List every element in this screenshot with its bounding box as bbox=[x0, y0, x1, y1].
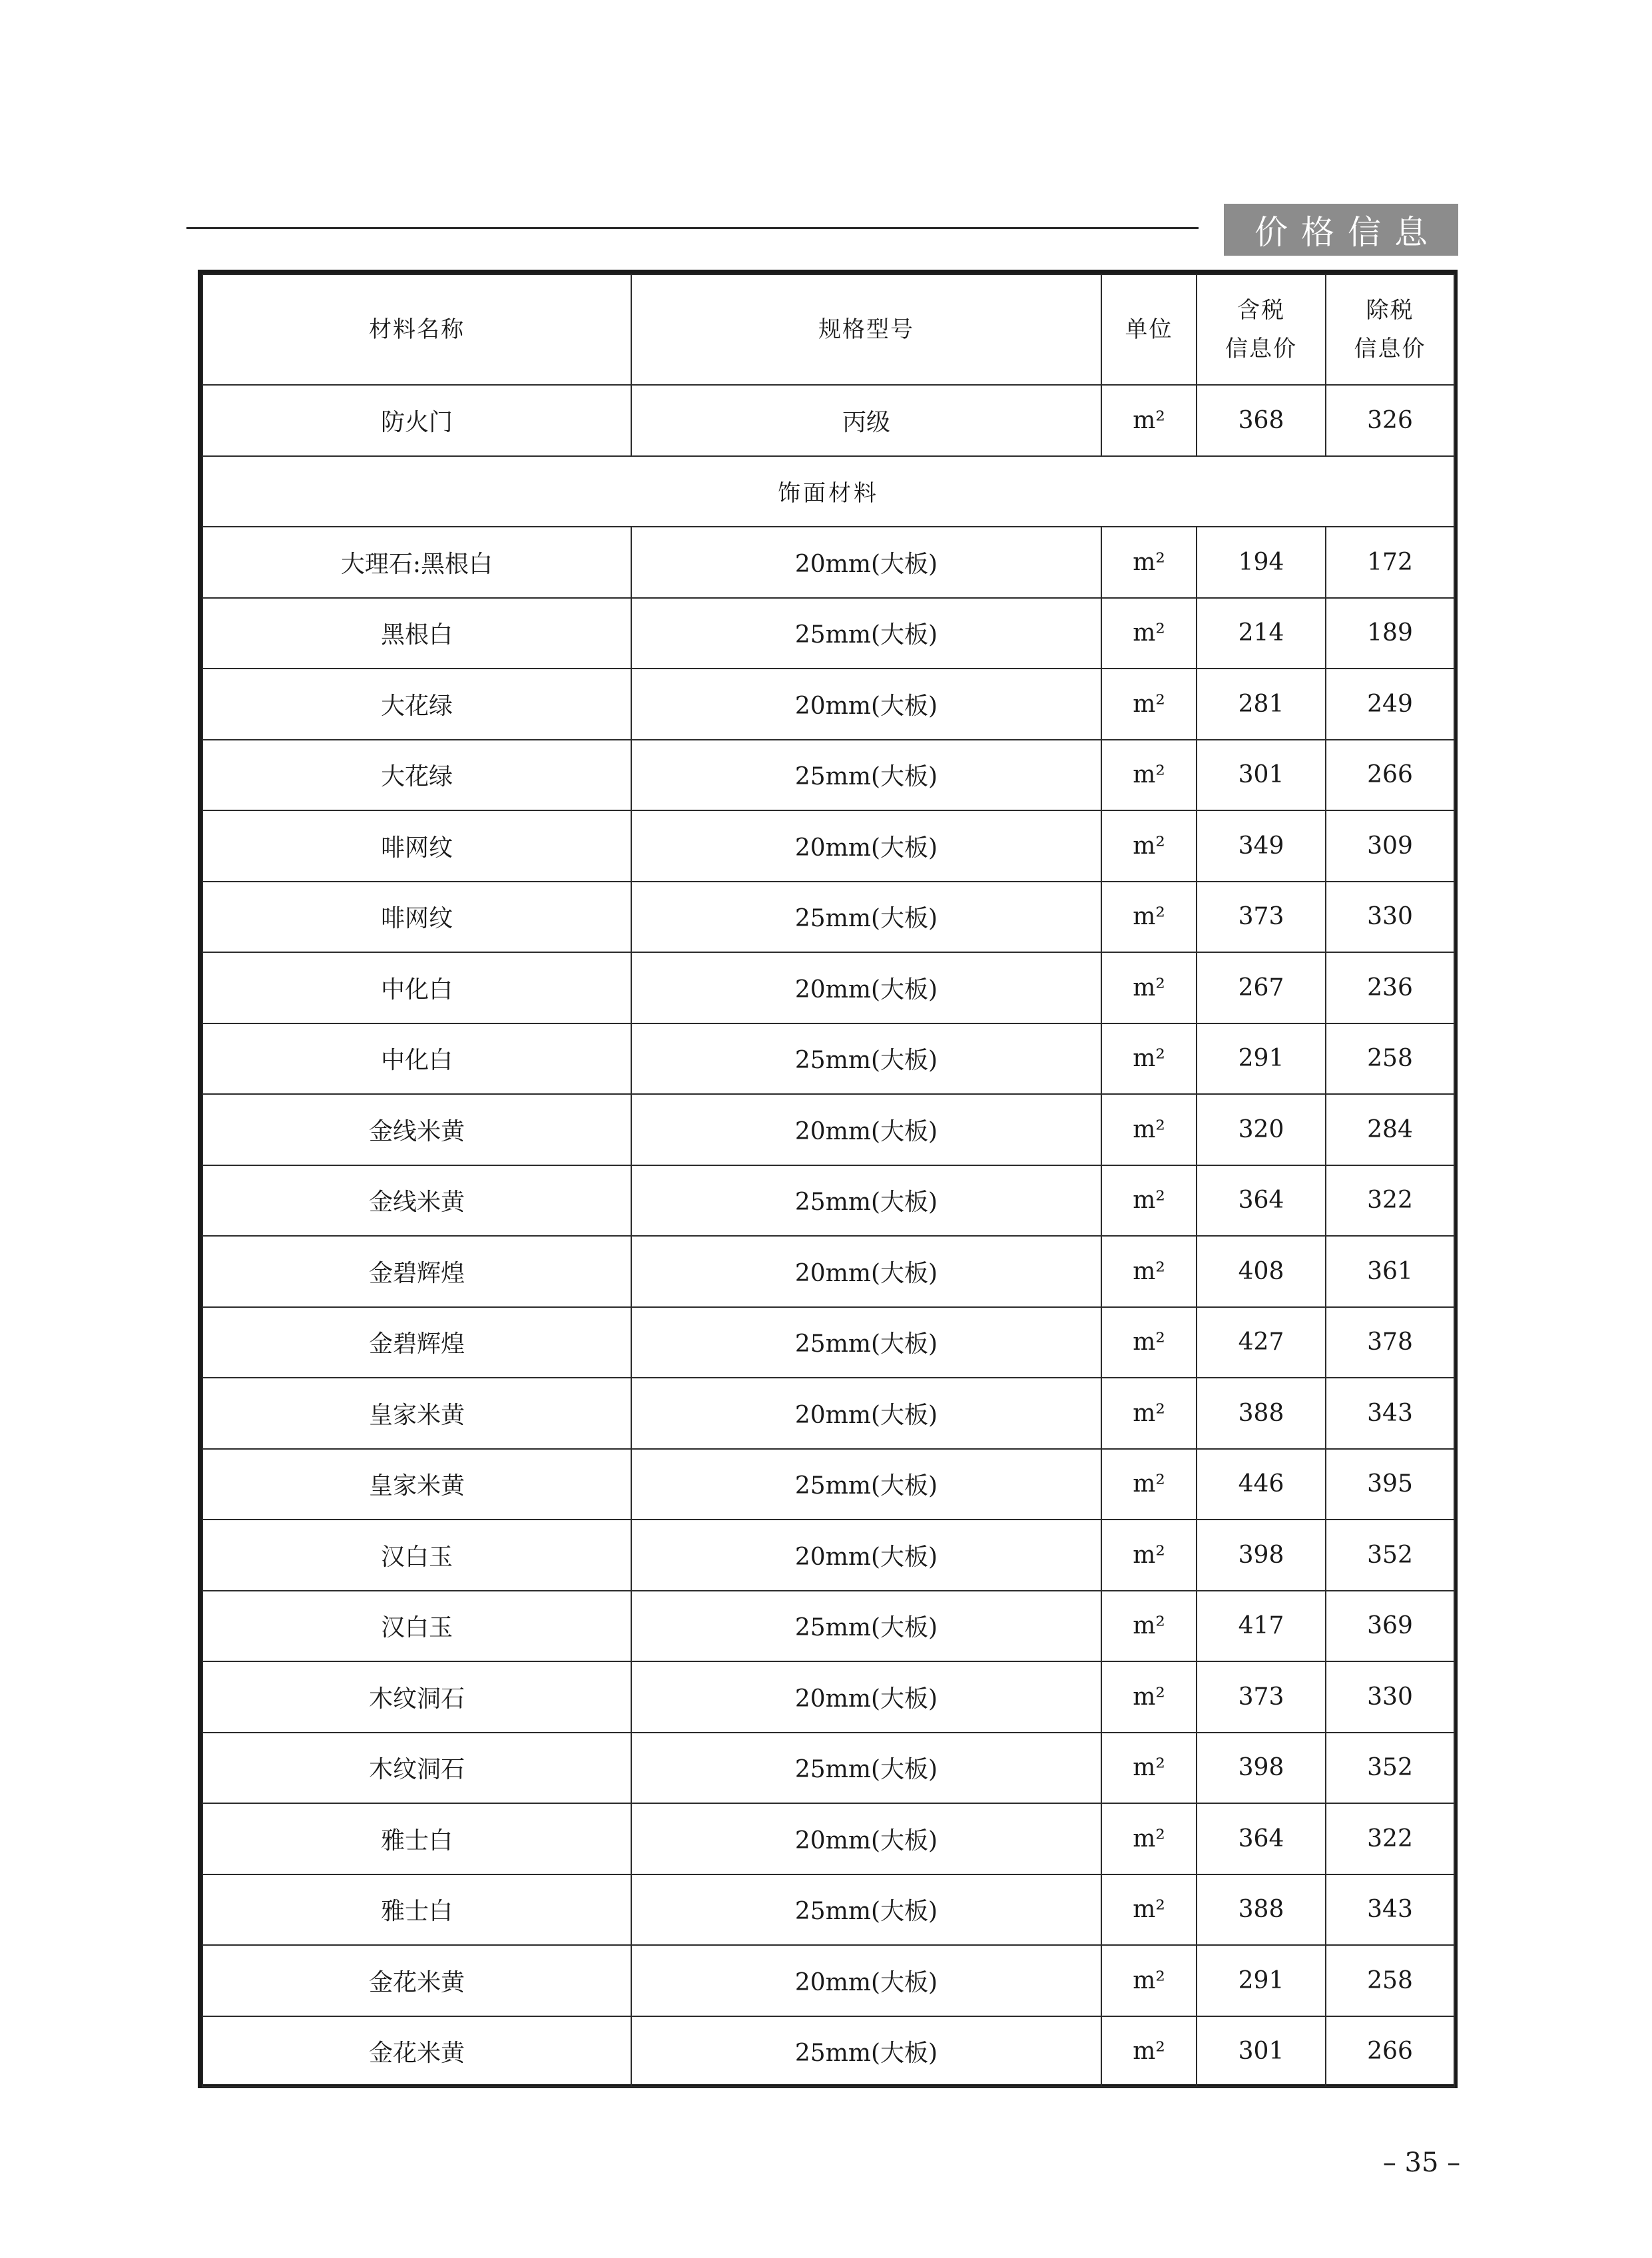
cell-price-without-tax: 266 bbox=[1326, 740, 1454, 811]
cell-unit: m² bbox=[1101, 1094, 1197, 1165]
table-row bbox=[202, 1378, 1454, 1449]
cell-material-name: 金花米黄 bbox=[202, 2016, 631, 2088]
cell-price-without-tax: 189 bbox=[1326, 598, 1454, 669]
cell-price-without-tax: 322 bbox=[1326, 1803, 1454, 1874]
cell-unit: m² bbox=[1101, 1165, 1197, 1237]
cell-price-without-tax: 236 bbox=[1326, 952, 1454, 1023]
cell-price-without-tax: 343 bbox=[1326, 1874, 1454, 1946]
cell-price-without-tax: 352 bbox=[1326, 1520, 1454, 1591]
cell-material-name: 中化白 bbox=[202, 952, 631, 1023]
cell-price-with-tax: 364 bbox=[1197, 1165, 1326, 1237]
cell-spec: 20mm(大板) bbox=[631, 952, 1101, 1023]
table-row bbox=[202, 740, 1454, 811]
cell-unit: m² bbox=[1101, 527, 1197, 598]
cell-material-name: 啡网纹 bbox=[202, 810, 631, 882]
cell-spec: 25mm(大板) bbox=[631, 1449, 1101, 1520]
cell-unit: m² bbox=[1101, 1378, 1197, 1449]
cell-unit: m² bbox=[1101, 810, 1197, 882]
cell-price-without-tax: 378 bbox=[1326, 1307, 1454, 1378]
cell-material-name: 大花绿 bbox=[202, 740, 631, 811]
cell-material-name: 防火门 bbox=[202, 385, 631, 456]
cell-price-with-tax: 301 bbox=[1197, 2016, 1326, 2088]
table-row bbox=[202, 1803, 1454, 1874]
cell-material-name: 啡网纹 bbox=[202, 882, 631, 953]
cell-spec: 25mm(大板) bbox=[631, 1307, 1101, 1378]
cell-unit: m² bbox=[1101, 2016, 1197, 2088]
category-label: 饰面材料 bbox=[202, 456, 1454, 527]
cell-price-without-tax: 330 bbox=[1326, 882, 1454, 953]
cell-spec: 20mm(大板) bbox=[631, 669, 1101, 740]
cell-price-without-tax: 369 bbox=[1326, 1591, 1454, 1662]
cell-material-name: 中化白 bbox=[202, 1023, 631, 1095]
cell-unit: m² bbox=[1101, 1945, 1197, 2016]
table-row bbox=[202, 1733, 1454, 1804]
table-row bbox=[202, 527, 1454, 598]
col-header-without-tax: 除税 信息价 bbox=[1326, 274, 1454, 385]
cell-spec: 25mm(大板) bbox=[631, 740, 1101, 811]
cell-material-name: 汉白玉 bbox=[202, 1591, 631, 1662]
cell-price-without-tax: 330 bbox=[1326, 1661, 1454, 1733]
table-row bbox=[202, 882, 1454, 953]
cell-spec: 25mm(大板) bbox=[631, 1023, 1101, 1095]
cell-material-name: 雅士白 bbox=[202, 1874, 631, 1946]
table-row bbox=[202, 385, 1454, 456]
cell-spec: 丙级 bbox=[631, 385, 1101, 456]
table-row bbox=[202, 810, 1454, 882]
cell-spec: 20mm(大板) bbox=[631, 1094, 1101, 1165]
table-row bbox=[202, 1236, 1454, 1307]
cell-material-name: 金花米黄 bbox=[202, 1945, 631, 2016]
cell-material-name: 皇家米黄 bbox=[202, 1449, 631, 1520]
cell-unit: m² bbox=[1101, 1661, 1197, 1733]
cell-unit: m² bbox=[1101, 1803, 1197, 1874]
table-row bbox=[202, 1661, 1454, 1733]
cell-material-name: 木纹洞石 bbox=[202, 1661, 631, 1733]
cell-material-name: 金碧辉煌 bbox=[202, 1236, 631, 1307]
cell-unit: m² bbox=[1101, 1733, 1197, 1804]
table-row bbox=[202, 1094, 1454, 1165]
cell-unit: m² bbox=[1101, 1023, 1197, 1095]
cell-material-name: 大花绿 bbox=[202, 669, 631, 740]
cell-price-with-tax: 368 bbox=[1197, 385, 1326, 456]
cell-price-with-tax: 417 bbox=[1197, 1591, 1326, 1662]
cell-unit: m² bbox=[1101, 385, 1197, 456]
table-row bbox=[202, 1307, 1454, 1378]
price-table bbox=[198, 270, 1458, 2088]
cell-unit: m² bbox=[1101, 669, 1197, 740]
cell-price-with-tax: 267 bbox=[1197, 952, 1326, 1023]
cell-price-without-tax: 322 bbox=[1326, 1165, 1454, 1237]
cell-spec: 20mm(大板) bbox=[631, 1236, 1101, 1307]
cell-material-name: 黑根白 bbox=[202, 598, 631, 669]
cell-material-name: 金碧辉煌 bbox=[202, 1307, 631, 1378]
cell-material-name: 木纹洞石 bbox=[202, 1733, 631, 1804]
table-row bbox=[202, 598, 1454, 669]
cell-price-with-tax: 398 bbox=[1197, 1733, 1326, 1804]
col-header-spec: 规格型号 bbox=[631, 274, 1101, 385]
cell-price-with-tax: 349 bbox=[1197, 810, 1326, 882]
page-number: – 35 – bbox=[1382, 2147, 1461, 2178]
cell-price-with-tax: 446 bbox=[1197, 1449, 1326, 1520]
cell-spec: 25mm(大板) bbox=[631, 1165, 1101, 1237]
cell-price-without-tax: 352 bbox=[1326, 1733, 1454, 1804]
cell-unit: m² bbox=[1101, 1307, 1197, 1378]
col-header-name: 材料名称 bbox=[202, 274, 631, 385]
cell-price-with-tax: 291 bbox=[1197, 1023, 1326, 1095]
cell-price-with-tax: 427 bbox=[1197, 1307, 1326, 1378]
cell-price-without-tax: 343 bbox=[1326, 1378, 1454, 1449]
cell-material-name: 皇家米黄 bbox=[202, 1378, 631, 1449]
cell-price-with-tax: 320 bbox=[1197, 1094, 1326, 1165]
cell-spec: 20mm(大板) bbox=[631, 1803, 1101, 1874]
cell-spec: 20mm(大板) bbox=[631, 527, 1101, 598]
cell-unit: m² bbox=[1101, 952, 1197, 1023]
table-row bbox=[202, 1449, 1454, 1520]
cell-spec: 25mm(大板) bbox=[631, 598, 1101, 669]
cell-unit: m² bbox=[1101, 882, 1197, 953]
cell-price-with-tax: 398 bbox=[1197, 1520, 1326, 1591]
cell-price-without-tax: 258 bbox=[1326, 1023, 1454, 1095]
cell-unit: m² bbox=[1101, 1236, 1197, 1307]
cell-price-with-tax: 281 bbox=[1197, 669, 1326, 740]
table-row bbox=[202, 1520, 1454, 1591]
cell-price-with-tax: 388 bbox=[1197, 1378, 1326, 1449]
cell-spec: 20mm(大板) bbox=[631, 1945, 1101, 2016]
cell-price-with-tax: 214 bbox=[1197, 598, 1326, 669]
cell-material-name: 大理石:黑根白 bbox=[202, 527, 631, 598]
cell-spec: 25mm(大板) bbox=[631, 882, 1101, 953]
cell-spec: 20mm(大板) bbox=[631, 1520, 1101, 1591]
cell-unit: m² bbox=[1101, 598, 1197, 669]
cell-price-without-tax: 361 bbox=[1326, 1236, 1454, 1307]
cell-material-name: 雅士白 bbox=[202, 1803, 631, 1874]
table-row bbox=[202, 1023, 1454, 1095]
cell-material-name: 金线米黄 bbox=[202, 1094, 631, 1165]
category-row bbox=[202, 456, 1454, 527]
cell-unit: m² bbox=[1101, 1874, 1197, 1946]
cell-spec: 20mm(大板) bbox=[631, 1378, 1101, 1449]
table-row bbox=[202, 669, 1454, 740]
table-row bbox=[202, 1945, 1454, 2016]
cell-spec: 25mm(大板) bbox=[631, 1733, 1101, 1804]
cell-spec: 25mm(大板) bbox=[631, 2016, 1101, 2088]
cell-price-without-tax: 284 bbox=[1326, 1094, 1454, 1165]
cell-unit: m² bbox=[1101, 1520, 1197, 1591]
cell-price-with-tax: 373 bbox=[1197, 1661, 1326, 1733]
cell-price-with-tax: 373 bbox=[1197, 882, 1326, 953]
table-row bbox=[202, 2016, 1454, 2088]
cell-material-name: 金线米黄 bbox=[202, 1165, 631, 1237]
section-title: 价格信息 bbox=[1224, 204, 1458, 256]
cell-unit: m² bbox=[1101, 740, 1197, 811]
cell-price-without-tax: 309 bbox=[1326, 810, 1454, 882]
table-body bbox=[202, 385, 1454, 2087]
table-header-row bbox=[202, 274, 1454, 385]
cell-spec: 25mm(大板) bbox=[631, 1874, 1101, 1946]
cell-price-with-tax: 364 bbox=[1197, 1803, 1326, 1874]
cell-price-with-tax: 291 bbox=[1197, 1945, 1326, 2016]
cell-price-with-tax: 388 bbox=[1197, 1874, 1326, 1946]
cell-price-without-tax: 395 bbox=[1326, 1449, 1454, 1520]
cell-material-name: 汉白玉 bbox=[202, 1520, 631, 1591]
table-row bbox=[202, 1165, 1454, 1237]
cell-price-with-tax: 194 bbox=[1197, 527, 1326, 598]
cell-price-without-tax: 172 bbox=[1326, 527, 1454, 598]
col-header-with-tax: 含税 信息价 bbox=[1197, 274, 1326, 385]
cell-price-without-tax: 326 bbox=[1326, 385, 1454, 456]
table-row bbox=[202, 1874, 1454, 1946]
cell-spec: 20mm(大板) bbox=[631, 1661, 1101, 1733]
cell-price-with-tax: 408 bbox=[1197, 1236, 1326, 1307]
cell-unit: m² bbox=[1101, 1449, 1197, 1520]
header-rule bbox=[186, 227, 1199, 229]
col-header-unit: 单位 bbox=[1101, 274, 1197, 385]
cell-price-without-tax: 249 bbox=[1326, 669, 1454, 740]
cell-price-without-tax: 258 bbox=[1326, 1945, 1454, 2016]
cell-price-with-tax: 301 bbox=[1197, 740, 1326, 811]
table-row bbox=[202, 952, 1454, 1023]
table-row bbox=[202, 1591, 1454, 1662]
cell-unit: m² bbox=[1101, 1591, 1197, 1662]
cell-spec: 20mm(大板) bbox=[631, 810, 1101, 882]
cell-price-without-tax: 266 bbox=[1326, 2016, 1454, 2088]
cell-spec: 25mm(大板) bbox=[631, 1591, 1101, 1662]
